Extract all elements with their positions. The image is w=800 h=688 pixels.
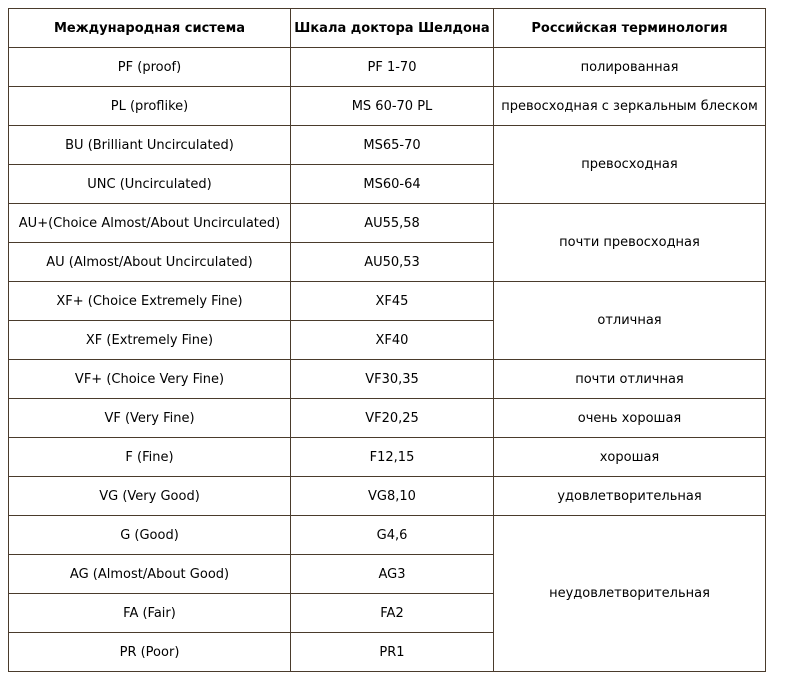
international-grade-cell: PF (proof) <box>9 48 291 87</box>
russian-grade-cell: полированная <box>494 48 766 87</box>
russian-grade-cell: превосходная с зеркальным блеском <box>494 87 766 126</box>
sheldon-grade-cell: MS60-64 <box>291 165 494 204</box>
sheldon-grade-cell: MS 60-70 PL <box>291 87 494 126</box>
table-row <box>9 126 766 165</box>
table-row <box>9 360 766 399</box>
sheldon-grade-cell: VF20,25 <box>291 399 494 438</box>
sheldon-grade-cell: PF 1-70 <box>291 48 494 87</box>
sheldon-grade-cell: FA2 <box>291 594 494 633</box>
international-grade-cell: VF+ (Choice Very Fine) <box>9 360 291 399</box>
sheldon-grade-cell: AG3 <box>291 555 494 594</box>
table-row <box>9 516 766 555</box>
table-row <box>9 204 766 243</box>
russian-grade-cell: неудовлетворительная <box>494 516 766 672</box>
sheldon-grade-cell: AU50,53 <box>291 243 494 282</box>
international-grade-cell: UNC (Uncirculated) <box>9 165 291 204</box>
russian-grade-cell: почти отличная <box>494 360 766 399</box>
coin-grading-table <box>8 8 766 672</box>
sheldon-grade-cell: VG8,10 <box>291 477 494 516</box>
russian-grade-cell: удовлетворительная <box>494 477 766 516</box>
table-header-row <box>9 9 766 48</box>
table-row <box>9 282 766 321</box>
russian-grade-cell: почти превосходная <box>494 204 766 282</box>
sheldon-grade-cell: MS65-70 <box>291 126 494 165</box>
international-grade-cell: AG (Almost/About Good) <box>9 555 291 594</box>
sheldon-grade-cell: VF30,35 <box>291 360 494 399</box>
sheldon-grade-cell: F12,15 <box>291 438 494 477</box>
sheldon-grade-cell: PR1 <box>291 633 494 672</box>
international-grade-cell: PR (Poor) <box>9 633 291 672</box>
international-grade-cell: XF+ (Choice Extremely Fine) <box>9 282 291 321</box>
table-row <box>9 399 766 438</box>
table-row <box>9 87 766 126</box>
table-row <box>9 477 766 516</box>
international-grade-cell: PL (proflike) <box>9 87 291 126</box>
international-grade-cell: AU+(Choice Almost/About Uncirculated) <box>9 204 291 243</box>
sheldon-grade-cell: AU55,58 <box>291 204 494 243</box>
russian-grade-cell: отличная <box>494 282 766 360</box>
international-grade-cell: VG (Very Good) <box>9 477 291 516</box>
international-grade-cell: G (Good) <box>9 516 291 555</box>
sheldon-grade-cell: G4,6 <box>291 516 494 555</box>
international-grade-cell: BU (Brilliant Uncirculated) <box>9 126 291 165</box>
russian-grade-cell: хорошая <box>494 438 766 477</box>
international-grade-cell: XF (Extremely Fine) <box>9 321 291 360</box>
sheldon-grade-cell: XF45 <box>291 282 494 321</box>
header-international-system: Международная система <box>9 9 291 48</box>
sheldon-grade-cell: XF40 <box>291 321 494 360</box>
russian-grade-cell: превосходная <box>494 126 766 204</box>
international-grade-cell: AU (Almost/About Uncirculated) <box>9 243 291 282</box>
table-row <box>9 48 766 87</box>
table-row <box>9 438 766 477</box>
header-sheldon-scale: Шкала доктора Шелдона <box>291 9 494 48</box>
international-grade-cell: FA (Fair) <box>9 594 291 633</box>
header-russian-terminology: Российская терминология <box>494 9 766 48</box>
international-grade-cell: VF (Very Fine) <box>9 399 291 438</box>
russian-grade-cell: очень хорошая <box>494 399 766 438</box>
international-grade-cell: F (Fine) <box>9 438 291 477</box>
